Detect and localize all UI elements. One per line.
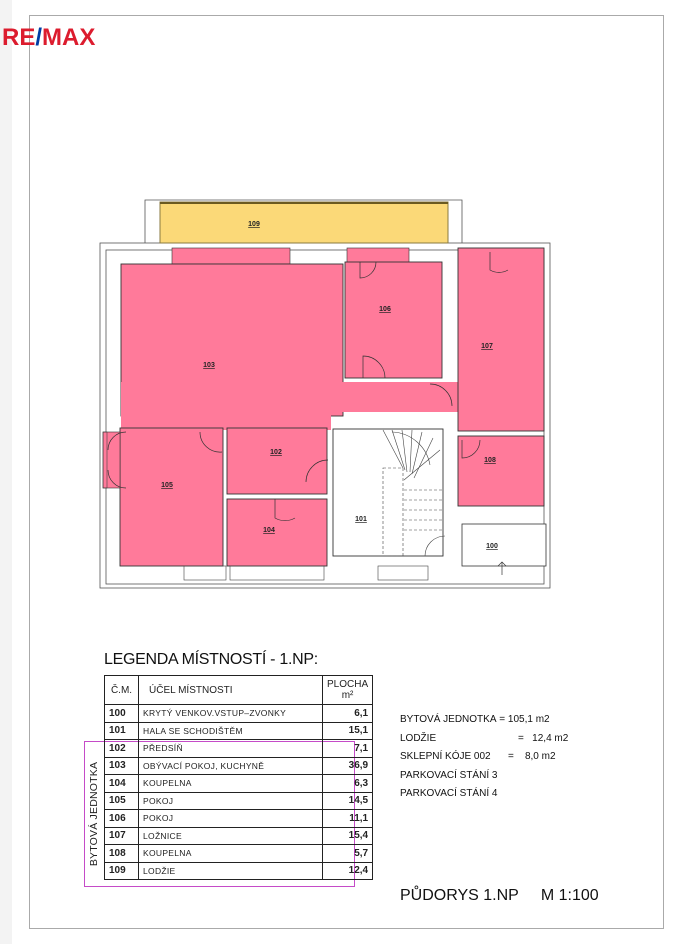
room-106 [345,262,442,378]
room-label-100: 100 [486,543,498,550]
header-area: PLOCHA m² [323,676,373,705]
drawing-title: PŮDORYS 1.NP [400,887,519,904]
logo-max: MAX [42,24,96,51]
summary-row: LODŽIE = 12,4 m2 [400,732,569,744]
room-label-103: 103 [203,362,215,369]
drawing-scale: M 1:100 [540,887,599,904]
area-summary [400,711,568,804]
table-row: 103 OBÝVACÍ POKOJ, KUCHYNĚ 36,9 [105,757,373,775]
unit-group-label: BYTOVÁ JEDNOTKA [88,761,100,867]
table-row: 102 PŘEDSÍŇ 7,1 [105,740,373,758]
summary-row: PARKOVACÍ STÁNÍ 3 [400,769,498,781]
table-row: 100 KRYTÝ VENKOV.VSTUP–ZVONKY 6,1 [105,705,373,723]
room-label-104: 104 [263,527,275,534]
table-row: 108 KOUPELNA 5,7 [105,845,373,863]
room-101 [333,429,443,556]
room-label-106: 106 [379,306,391,313]
room-label-102: 102 [270,449,282,456]
summary-row: PARKOVACÍ STÁNÍ 4 [400,788,498,799]
drawing-title-block [400,887,599,905]
room-100 [462,524,546,566]
room-107 [458,248,544,431]
table-row: 104 KOUPELNA 6,3 [105,775,373,793]
room-105 [120,428,223,566]
header-purpose: ÚČEL MÍSTNOSTI [139,676,323,705]
room-104 [227,499,327,566]
room-102 [227,428,327,494]
room-109 [160,202,448,243]
room-label-108: 108 [484,457,496,464]
summary-row: BYTOVÁ JEDNOTKA = 105,1 m2 [400,714,550,725]
legend-title: LEGENDA MÍSTNOSTÍ - 1.NP: [104,651,318,668]
room-108 [458,436,544,506]
table-row: 101 HALA SE SCHODIŠTĚM 15,1 [105,722,373,740]
header-number: Č.M. [105,676,139,705]
summary-row: SKLEPNÍ KÓJE 002 = 8,0 m2 [400,751,556,762]
room-label-105: 105 [161,482,173,489]
logo-slash: / [35,24,43,51]
table-row: 106 POKOJ 11,1 [105,810,373,828]
room-label-109: 109 [248,221,260,228]
room-label-101: 101 [355,516,367,523]
logo-re: RE [2,24,36,51]
table-row: 107 LOŽNICE 15,4 [105,827,373,845]
room-label-107: 107 [481,343,493,350]
table-row: 109 LODŽIE 12,4 [105,862,373,880]
table-row: 105 POKOJ 14,5 [105,792,373,810]
room-legend-table [104,675,373,880]
